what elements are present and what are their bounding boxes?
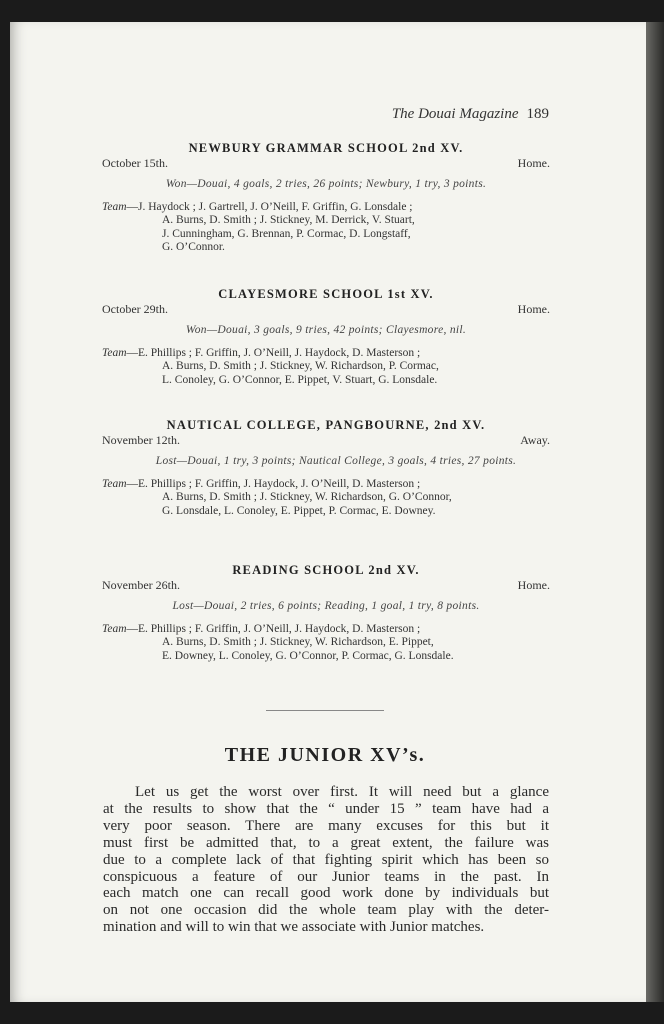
paragraph-line: each match one can recall good work done by individuals but [103,885,549,902]
section-heading: THE JUNIOR XV’s. [224,744,426,766]
paragraph-line: must first be admitted that, to a great extent, the failure was [103,834,549,851]
team-line: G. Lonsdale, L. Conoley, E. Pippet, P. Cormac, E. Downey. [162,504,436,517]
match-dateline [102,156,550,170]
match-result: Lost—Douai, 2 tries, 6 points; Reading, 1 goal, 1 try, 8 points. [172,600,480,612]
book-spine [646,22,664,1002]
team-list [102,201,550,254]
paragraph-line: mination and will to win that we associate with Junior matches. [103,919,485,936]
match-report [102,563,550,663]
paragraph-line: Let us get the worst over first. It will need but a glance [135,784,549,800]
team-list [102,478,550,518]
team-line: E. Downey, L. Conoley, G. O’Connor, P. Cormac, G. Lonsdale. [162,649,454,662]
section-divider [266,710,384,711]
match-title: NEWBURY GRAMMAR SCHOOL 2nd XV. [188,141,464,155]
match-dateline [102,302,550,316]
match-result: Won—Douai, 3 goals, 9 tries, 42 points; Clayesmore, nil. [185,324,467,336]
magazine-title: The Douai Magazine [391,106,519,122]
match-result: Lost—Douai, 1 try, 3 points; Nautical College, 3 goals, 4 tries, 27 points. [155,455,517,467]
match-dateline [102,578,550,592]
team-line: L. Conoley, G. O’Connor, E. Pippet, V. Stuart, G. Lonsdale. [162,373,438,386]
match-date: October 29th. [102,302,168,316]
match-date: October 15th. [102,156,168,170]
match-venue: Home. [517,156,550,170]
paragraph-line: conspicuous a feature of our Junior teams in the past. In [103,868,549,885]
match-title: CLAYESMORE SCHOOL 1st XV. [218,287,434,301]
match-dateline [102,433,550,447]
match-title: READING SCHOOL 2nd XV. [232,563,420,577]
match-report [102,418,550,518]
team-line: J. Cunningham, G. Brennan, P. Cormac, D. Longstaff, [162,227,411,240]
match-result: Won—Douai, 4 goals, 2 tries, 26 points; Newbury, 1 try, 3 points. [165,178,487,190]
paragraph-line: very poor season. There are many excuses for this but it [103,817,549,834]
match-report [102,287,550,387]
match-title: NAUTICAL COLLEGE, PANGBOURNE, 2nd XV. [166,418,486,432]
team-list [102,347,550,387]
paragraph-line: at the results to show that the “ under 15 ” team have had a [103,800,549,817]
team-line: A. Burns, D. Smith ; J. Stickney, M. Derrick, V. Stuart, [162,214,415,227]
match-venue: Home. [517,578,550,592]
team-line: —J. Haydock ; J. Gartrell, J. O’Neill, F. Griffin, G. Lonsdale ; [126,201,413,213]
page-number: 189 [526,106,549,122]
team-line: G. O’Connor. [162,240,225,253]
match-venue: Home. [517,302,550,316]
paragraph-line: on not one occasion did the whole team play with the deter- [103,902,549,919]
team-line: A. Burns, D. Smith ; J. Stickney, W. Richardson, P. Cormac, [162,360,439,373]
match-venue: Away. [520,433,550,447]
team-line: A. Burns, D. Smith ; J. Stickney, W. Richardson, G. O’Connor, [162,491,452,504]
team-label: Team [102,347,127,359]
team-line: —E. Phillips ; F. Griffin, J. O’Neill, J. Haydock, D. Masterson ; [126,347,421,359]
team-label: Team [102,201,127,213]
paragraph-line: due to a complete lack of that fighting spirit which has been so [103,851,549,868]
team-line: —E. Phillips ; F. Griffin, J. O’Neill, J. Haydock, D. Masterson ; [126,623,421,635]
team-line: A. Burns, D. Smith ; J. Stickney, W. Richardson, E. Pippet, [162,636,434,649]
match-date: November 26th. [102,578,180,592]
team-label: Team [102,478,127,490]
match-report [102,141,550,254]
team-line: —E. Phillips ; F. Griffin, J. Haydock, J. O’Neill, D. Masterson ; [126,478,421,490]
body-paragraph [103,784,549,936]
running-header [392,106,549,123]
match-date: November 12th. [102,433,180,447]
team-label: Team [102,623,127,635]
team-list [102,623,550,663]
